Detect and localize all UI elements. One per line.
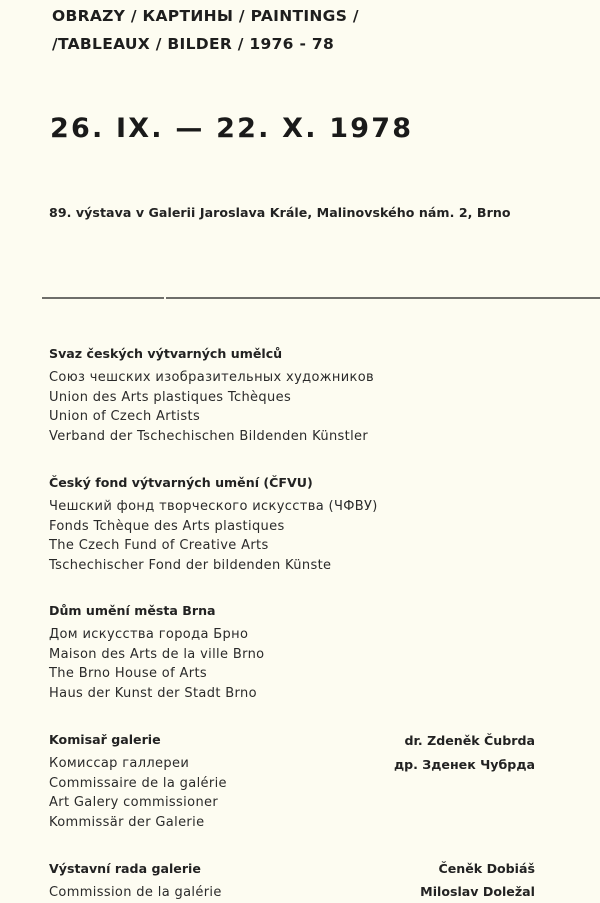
board-member-name-1: Čeněk Dobiáš	[438, 861, 535, 876]
section-brno-house-of-arts	[49, 601, 429, 703]
section-line-fr: Commissaire de la galérie	[49, 775, 227, 791]
section-heading: Komisař galerie	[49, 732, 161, 747]
board-member-name-2: Miloslav Doležal	[420, 884, 535, 899]
section-line-fr: Commission de la galérie	[49, 885, 222, 900]
section-line-fr: Fonds Tchèque des Arts plastiques	[49, 518, 285, 534]
section-union-of-czech-artists	[49, 344, 429, 446]
section-line-ru: Союз чешских изобразительных художников	[49, 370, 375, 385]
divider-rule-left	[42, 297, 164, 299]
section-line-fr: Union des Arts plastiques Tchèques	[49, 389, 292, 405]
catalog-title-line-2: /TABLEAUX / BILDER / 1976 - 78	[52, 35, 335, 53]
section-line-en: Union of Czech Artists	[49, 409, 201, 424]
section-line-ru: Чешский фонд творческого искусства (ЧФВУ)	[49, 499, 378, 514]
section-heading: Český fond výtvarných umění (ČFVU)	[49, 475, 313, 490]
exhibition-venue: 89. výstava v Galerii Jaroslava Krále, Malinovského nám. 2, Brno	[49, 205, 511, 220]
section-heading: Dům umění města Brna	[49, 603, 216, 618]
section-line-de: Tschechischer Fond der bildenden Künste	[49, 557, 332, 573]
section-gallery-exhibition-board	[49, 859, 429, 903]
section-czech-fund-of-creative-arts	[49, 473, 429, 575]
section-line-en: The Czech Fund of Creative Arts	[49, 538, 269, 553]
section-heading: Svaz českých výtvarných umělců	[49, 346, 283, 361]
section-line-de: Haus der Kunst der Stadt Brno	[49, 685, 257, 701]
section-line-ru: Дом искусства города Брно	[49, 627, 249, 642]
commissioner-name-cz: dr. Zdeněk Čubrda	[404, 733, 535, 748]
section-line-de: Kommissär der Galerie	[49, 814, 205, 830]
exhibition-dates: 26. IX. — 22. X. 1978	[50, 113, 414, 144]
divider-rule-right	[166, 297, 600, 299]
section-line-de: Verband der Tschechischen Bildenden Künstler	[49, 428, 369, 444]
section-line-ru: Комиссар галлереи	[49, 756, 190, 771]
section-line-en: Art Galery commissioner	[49, 795, 219, 810]
commissioner-name-ru: др. Зденек Чубрда	[393, 757, 535, 772]
catalog-title-line-1: OBRAZY / КАРТИНЫ / PAINTINGS /	[52, 7, 359, 25]
section-gallery-commissioner	[49, 730, 429, 832]
section-line-fr: Maison des Arts de la ville Brno	[49, 646, 265, 662]
section-heading: Výstavní rada galerie	[49, 861, 201, 876]
section-line-en: The Brno House of Arts	[49, 666, 208, 681]
